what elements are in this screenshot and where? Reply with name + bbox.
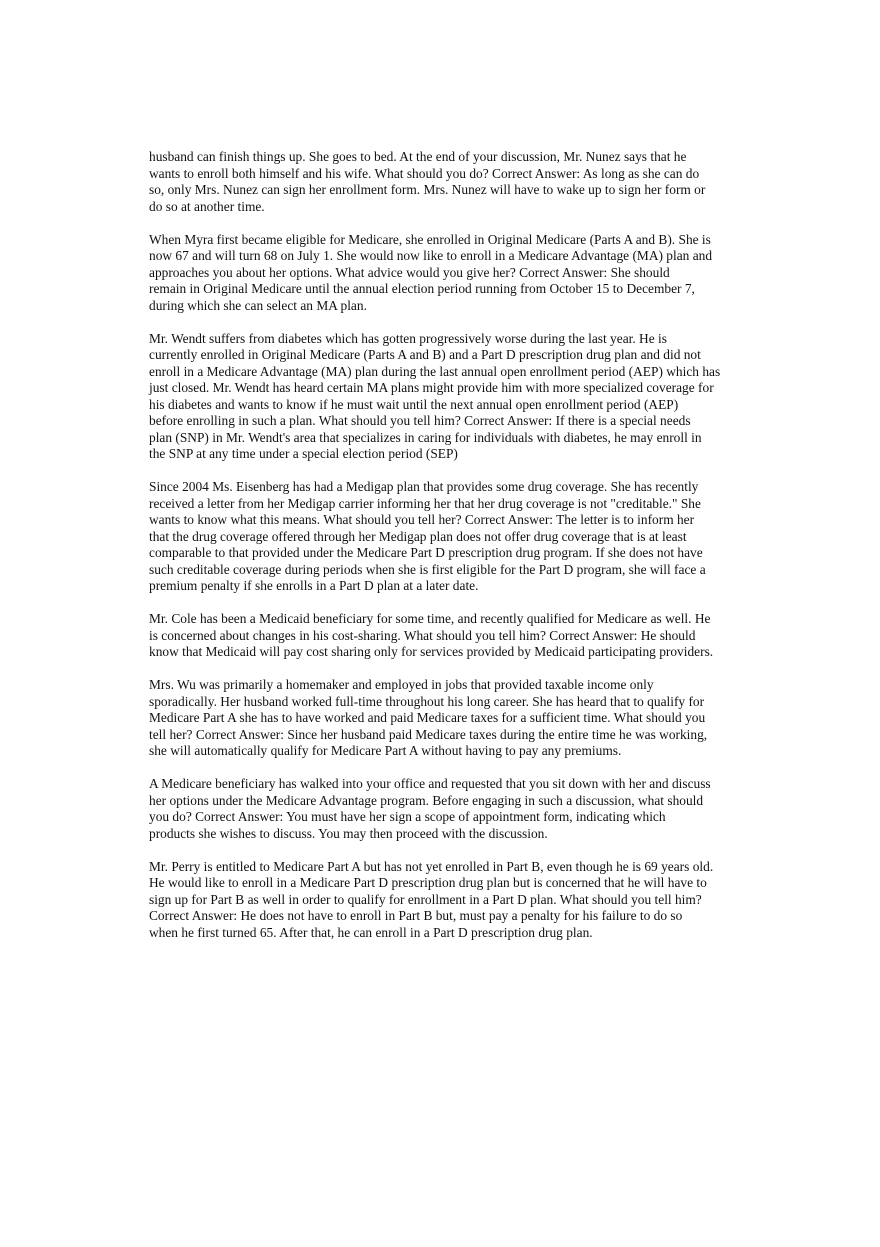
paragraph-scope-of-appointment: A Medicare beneficiary has walked into your office and requested that you sit down with her and discuss her options under the Medicare Advantage program. Before engaging in such a discussion, what should you do? Correct Answer: You must have her sign a scope of appointment form, indicating which products she wishes to discuss. You may then proceed with the discussion. — [149, 776, 711, 841]
paragraph-perry-part-d: Mr. Perry is entitled to Medicare Part A but has not yet enrolled in Part B, even though he is 69 years old. He would like to enroll in a Medicare Part D prescription drug plan but is concerned that he will have to sign up for Part B as well in order to qualify for enrollment in a Part D plan. What should you tell him? Correct Answer: He does not have to enroll in Part B but, must pay a penalty for his failure to do so when he first turned 65. After that, he can enroll in a Part D prescription drug plan. — [149, 858, 714, 940]
paragraph-eisenberg-medigap: Since 2004 Ms. Eisenberg has had a Medigap plan that provides some drug coverage. She has recently received a letter from her Medigap carrier informing her that her drug coverage is not "creditable." She wants to know what this means. What should you tell her? Correct Answer: The letter is to inform her that the drug coverage offered through her Medigap plan does not offer drug coverage that is at least comparable to that provided under the Medicare Part D prescription drug program. If she does not have such creditable coverage during periods when she is first eligible for the Part D program, she will face a premium penalty if she enrolls in a Part D plan at a later date. — [149, 479, 706, 593]
paragraph-wendt-diabetes-snp: Mr. Wendt suffers from diabetes which has gotten progressively worse during the last year. He is currently enrolled in Original Medicare (Parts A and B) and a Part D prescription drug plan and did not enroll in a Medicare Advantage (MA) plan during the last annual open enrollment period (AEP) which has just closed. Mr. Wendt has heard certain MA plans might provide him with more specialized coverage for his diabetes and wants to know if he must wait until the next annual open enrollment period (AEP) before enrolling in such a plan. What should you tell him? Correct Answer: If there is a special needs plan (SNP) in Mr. Wendt's area that specializes in caring for individuals with diabetes, he may enroll in the SNP at any time under a special election period (SEP) — [149, 330, 721, 461]
paragraph-myra-original-medicare: When Myra first became eligible for Medicare, she enrolled in Original Medicare (Parts A and B). She is now 67 and will turn 68 on July 1. She would now like to enroll in a Medicare Advantage (MA) plan and approaches you about her options. What advice would you give her? Correct Answer: She should remain in Original Medicare until the annual election period running from October 15 to December 7, during which she can select an MA plan. — [149, 231, 713, 313]
paragraph-cole-medicaid: Mr. Cole has been a Medicaid beneficiary for some time, and recently qualified for Medicare as well. He is concerned about changes in his cost-sharing. What should you tell him? Correct Answer: He should know that Medicaid will pay cost sharing only for services provided by Medicaid participating providers. — [149, 611, 714, 659]
document-page — [149, 149, 739, 958]
paragraph-nunez-enrollment: husband can finish things up. She goes to bed. At the end of your discussion, Mr. Nunez says that he wants to enroll both himself and his wife. What should you do? Correct Answer: As long as she can do so, only Mrs. Nunez can sign her enrollment form. Mrs. Nunez will have to wake up to sign her form or do so at another time. — [149, 149, 706, 214]
paragraph-wu-part-a: Mrs. Wu was primarily a homemaker and employed in jobs that provided taxable income only sporadically. Her husband worked full-time throughout his long career. She has heard that to qualify for Medicare Part A she has to have worked and paid Medicare taxes for a sufficient time. What should you tell her? Correct Answer: Since her husband paid Medicare taxes during the entire time he was working, she will automatically qualify for Medicare Part A without having to pay any premiums. — [149, 677, 708, 758]
